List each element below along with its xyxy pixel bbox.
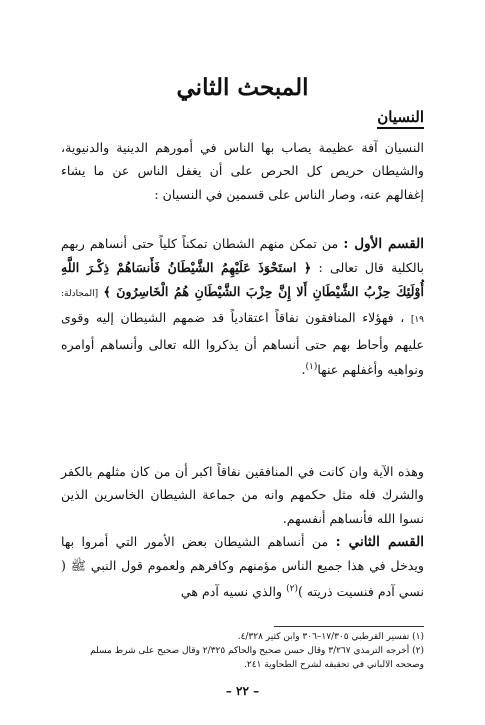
second-part-text-b: والذي نسيه آدم هي xyxy=(180,584,283,599)
footnote-1: (١) تفسير القرطبي ١٧/٣٠٥–٣٠٦ وابن كثير ٤/٣٢٨. xyxy=(237,632,424,642)
first-part-end: . xyxy=(301,362,306,378)
section-heading: النسيان xyxy=(377,108,424,129)
first-part-text-a: من تمكن منهم الشطان تمكناً كلياً حتى أنساهم ربهم بالكلية قال تعالى : xyxy=(61,236,424,276)
second-part-label: القسم الثاني : xyxy=(335,534,424,550)
footnote-2: (٢) أخرجه الترمذي ٣/٢٦٧ وقال حسن صحيح والحاكم ٢/٣٢٥ وقال صحيح على شرط مسلم وصححه الالباني في تحقيقه لشرح الطحاوية ٢٤١. xyxy=(90,646,424,670)
page-title: المبحث الثاني xyxy=(176,74,309,101)
footnotes xyxy=(61,630,424,672)
paragraph-intro: النسيان آفة عظيمة يصاب بها الناس في أمورهم الدينية والدنيوية، والشيطان حريص كل الحرص على أن يغفل الناس عن ما يشاء إغفالهم عنه، وصار الناس على قسمين في النسيان : xyxy=(61,140,424,202)
footnote-marker-1: (١) xyxy=(305,362,318,373)
quran-verse: ﴿ استَحْوَذَ عَلَيْهِمُ الشَّيْطَانُ فَأَنسَاهُمْ ذِكْـرَ اللَّهِ أُوْلَئِكَ حِزْبُ الشَّيْطَانِ أَلا إِنَّ حِزْبَ الشَّيْطَانِ هُمُ الْخَاسِرُونَ ﴾ xyxy=(61,260,424,299)
first-part-label: القسم الأول : xyxy=(343,236,424,252)
paragraph-verse-commentary: وهذه الآية وان كانت في المنافقين نفاقاً اكبر أن من كان مثلهم بالكفر والشرك فله مثل حكمهم وانه من جماعة الشيطان الخاسرين الذين نسوا الله فأنساهم أنفسهم. xyxy=(61,464,424,526)
hadith-quote: ( نسي آدم فنسيت ذريته ) xyxy=(61,558,424,599)
verse-reference: [المجادلة: ١٩] xyxy=(61,288,424,326)
paragraph-second-part xyxy=(61,530,424,603)
footnote-divider xyxy=(274,626,424,627)
first-part-text-b: ، فهؤلاء المنافقون نفاقاً اعتقادياً قد ضمهم الشيطان إليه وقوى عليهم وأحاط بهم حتى أنساهم أن يذكروا الله تعالى وأنساهم أوامره ونواهيه وأغفلهم عنها xyxy=(61,310,424,378)
page-number: – ٢٢ – xyxy=(225,684,260,698)
footnote-marker-2: (٢) xyxy=(286,583,298,594)
paragraph-first-part xyxy=(61,232,424,382)
second-part-text-a: من أنساهم الشيطان بعض الأمور التي أمروا بها ويدخل في هذا جميع الناس مؤمنهم وكافرهم ولعموم قول النبي ﷺ xyxy=(61,534,424,574)
